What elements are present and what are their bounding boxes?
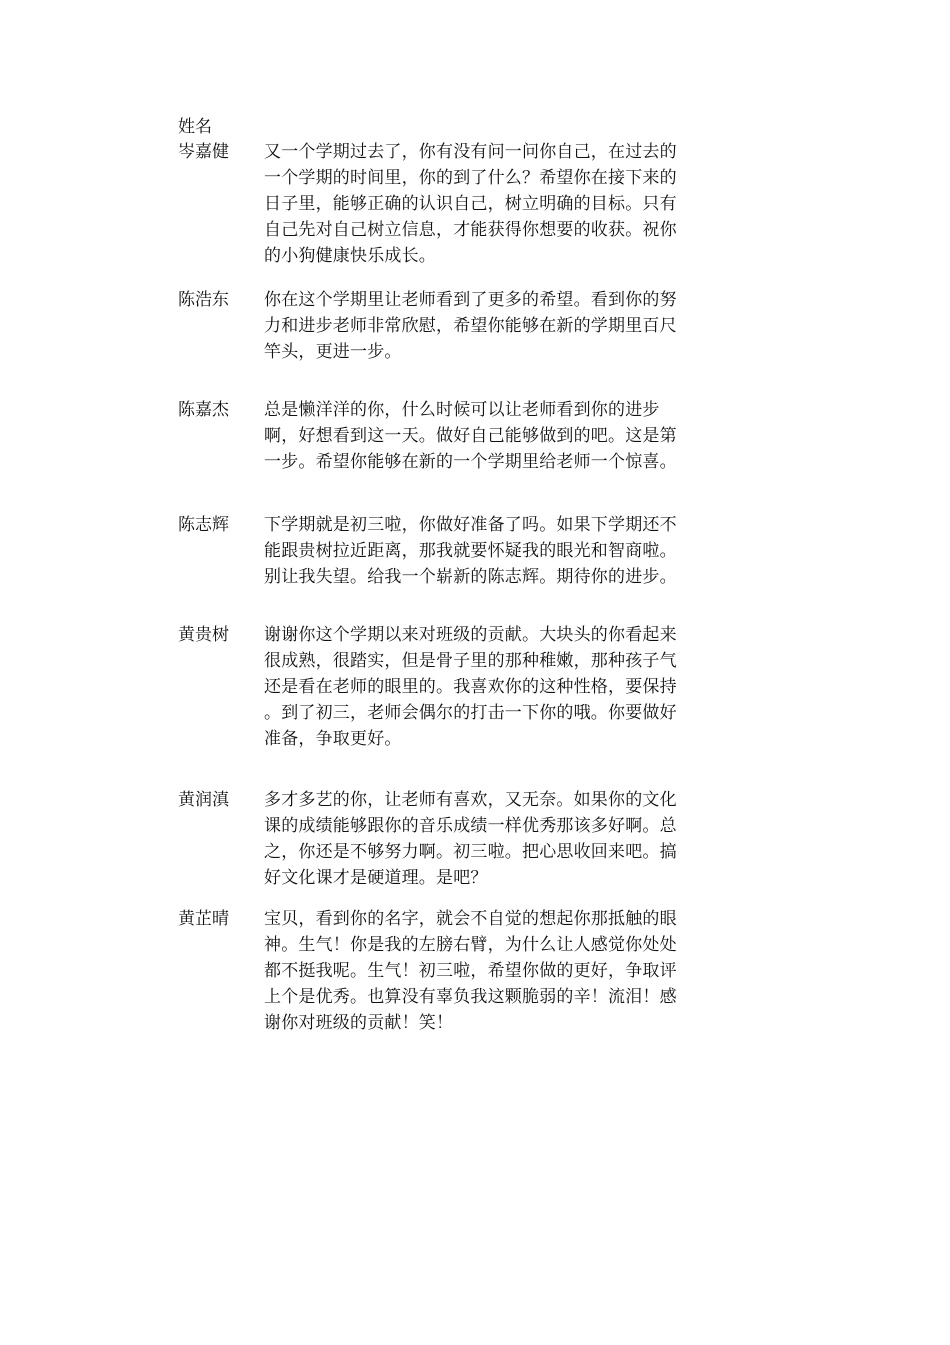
comment-line: 准备，争取更好。 xyxy=(264,729,402,749)
student-name: 岑嘉健 xyxy=(178,142,229,162)
student-entry-5 xyxy=(178,622,738,752)
comment-line: 。到了初三，老师会偶尔的打击一下你的哦。你要做好 xyxy=(264,703,677,723)
teacher-comment xyxy=(264,622,724,752)
student-entry-4 xyxy=(178,512,738,590)
comment-line: 之，你还是不够努力啊。初三啦。把心思收回来吧。搞 xyxy=(264,842,677,862)
comment-line: 别让我失望。给我一个崭新的陈志辉。期待你的进步。 xyxy=(264,567,677,587)
comment-line: 啊，好想看到这一天。做好自己能够做到的吧。这是第 xyxy=(264,426,677,446)
comment-line: 很成熟，很踏实，但是骨子里的那种稚嫩，那种孩子气 xyxy=(264,651,677,671)
student-entry-3 xyxy=(178,397,738,475)
student-name: 陈浩东 xyxy=(178,290,229,310)
comment-line: 谢你对班级的贡献！笑！ xyxy=(264,1013,454,1033)
comment-line: 自己先对自己树立信息，才能获得你想要的收获。祝你 xyxy=(264,220,677,240)
teacher-comment xyxy=(264,287,724,365)
comment-line: 都不挺我呢。生气！初三啦，希望你做的更好，争取评 xyxy=(264,961,677,981)
comment-line: 竿头，更进一步。 xyxy=(264,342,402,362)
comment-line: 多才多艺的你，让老师有喜欢，又无奈。如果你的文化 xyxy=(264,790,677,810)
student-name: 黄润滇 xyxy=(178,790,229,810)
comment-line: 一个学期的时间里，你的到了什么？希望你在接下来的 xyxy=(264,168,677,188)
teacher-comment xyxy=(264,512,724,590)
comment-line: 谢谢你这个学期以来对班级的贡献。大块头的你看起来 xyxy=(264,625,677,645)
teacher-comment xyxy=(264,397,724,475)
comment-line: 你在这个学期里让老师看到了更多的希望。看到你的努 xyxy=(264,290,677,310)
comment-line: 课的成绩能够跟你的音乐成绩一样优秀那该多好啊。总 xyxy=(264,816,677,836)
comment-line: 好文化课才是硬道理。是吧？ xyxy=(264,868,488,888)
teacher-comment xyxy=(264,787,724,891)
teacher-comment xyxy=(264,139,724,269)
teacher-comment xyxy=(264,906,724,1036)
comment-line: 神。生气！你是我的左膀右臂，为什么让人感觉你处处 xyxy=(264,935,677,955)
student-name: 黄芷晴 xyxy=(178,909,229,929)
comment-line: 总是懒洋洋的你，什么时候可以让老师看到你的进步 xyxy=(264,400,660,420)
comment-line: 力和进步老师非常欣慰，希望你能够在新的学期里百尺 xyxy=(264,316,677,336)
name-column-header: 姓名 xyxy=(178,117,212,137)
student-entry-1 xyxy=(178,139,738,269)
student-entry-6 xyxy=(178,787,738,891)
comment-line: 上个是优秀。也算没有辜负我这颗脆弱的辛！流泪！感 xyxy=(264,987,677,1007)
comment-line: 还是看在老师的眼里的。我喜欢你的这种性格，要保持 xyxy=(264,677,677,697)
comment-line: 又一个学期过去了，你有没有问一问你自己，在过去的 xyxy=(264,142,677,162)
student-name: 陈志辉 xyxy=(178,515,229,535)
comment-line: 下学期就是初三啦，你做好准备了吗。如果下学期还不 xyxy=(264,515,677,535)
comment-line: 宝贝，看到你的名字，就会不自觉的想起你那抵触的眼 xyxy=(264,909,677,929)
comment-line: 一步。希望你能够在新的一个学期里给老师一个惊喜。 xyxy=(264,452,677,472)
comment-line: 的小狗健康快乐成长。 xyxy=(264,246,436,266)
student-entry-7 xyxy=(178,906,738,1036)
student-entry-2 xyxy=(178,287,738,365)
comment-line: 日子里，能够正确的认识自己，树立明确的目标。只有 xyxy=(264,194,677,214)
student-name: 黄贵树 xyxy=(178,625,229,645)
student-name: 陈嘉杰 xyxy=(178,400,229,420)
comment-line: 能跟贵树拉近距离，那我就要怀疑我的眼光和智商啦。 xyxy=(264,541,677,561)
